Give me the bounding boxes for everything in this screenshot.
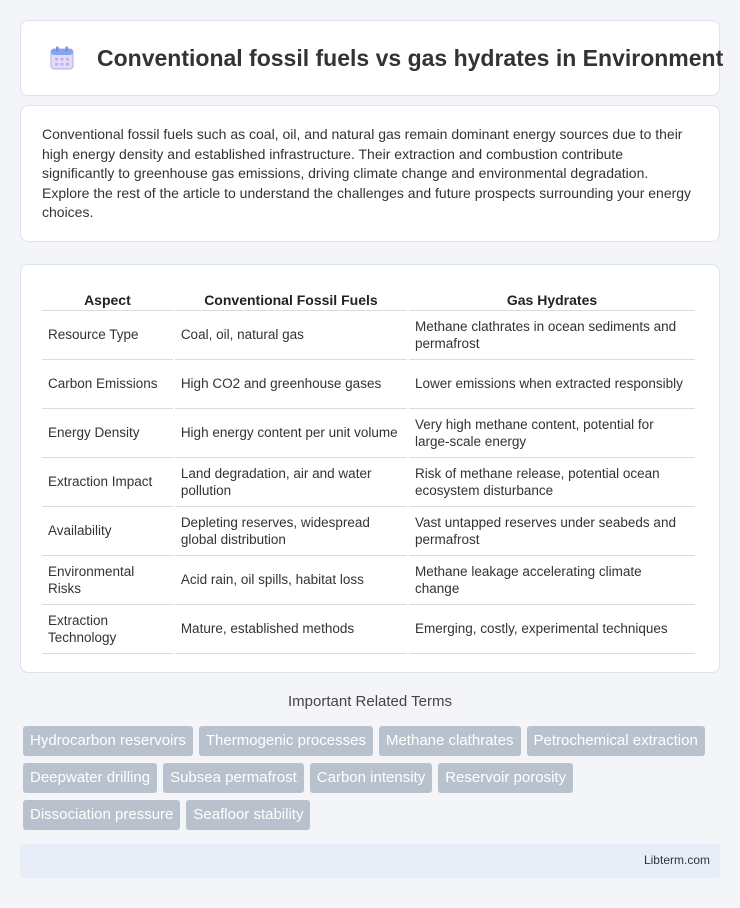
- table-row: [42, 556, 695, 605]
- table-row: [42, 360, 695, 409]
- row-aspect: Environmental Risks: [42, 556, 173, 605]
- column-header-hydrates: Gas Hydrates: [409, 285, 695, 311]
- row-hydrates: Risk of methane release, potential ocean ecosystem disturbance: [409, 458, 695, 507]
- related-term-tag[interactable]: Hydrocarbon reservoirs: [23, 726, 193, 756]
- row-conventional: Mature, established methods: [175, 605, 407, 654]
- related-term-tag[interactable]: Subsea permafrost: [163, 763, 304, 793]
- comparison-table: [40, 285, 697, 654]
- table-row: [42, 458, 695, 507]
- related-terms-title: Important Related Terms: [288, 693, 452, 710]
- row-hydrates: Lower emissions when extracted responsibly: [409, 360, 695, 409]
- table-header-row: [42, 285, 695, 311]
- intro-card: [20, 105, 720, 242]
- row-aspect: Extraction Impact: [42, 458, 173, 507]
- row-hydrates: Methane leakage accelerating climate change: [409, 556, 695, 605]
- row-conventional: High energy content per unit volume: [175, 409, 407, 458]
- comparison-table-card: [20, 264, 720, 673]
- related-term-tag[interactable]: Dissociation pressure: [23, 800, 180, 830]
- row-hydrates: Vast untapped reserves under seabeds and permafrost: [409, 507, 695, 556]
- calendar-icon: [49, 45, 75, 71]
- row-aspect: Carbon Emissions: [42, 360, 173, 409]
- row-conventional: Acid rain, oil spills, habitat loss: [175, 556, 407, 605]
- related-term-tag[interactable]: Reservoir porosity: [438, 763, 573, 793]
- page-title: Conventional fossil fuels vs gas hydrates in Environment: [97, 44, 724, 71]
- related-term-tag[interactable]: Methane clathrates: [379, 726, 521, 756]
- row-aspect: Extraction Technology: [42, 605, 173, 654]
- row-aspect: Resource Type: [42, 311, 173, 360]
- related-term-tag[interactable]: Deepwater drilling: [23, 763, 157, 793]
- related-terms-list: [23, 726, 723, 830]
- column-header-aspect: Aspect: [42, 285, 173, 311]
- table-row: [42, 507, 695, 556]
- row-hydrates: Very high methane content, potential for large-scale energy: [409, 409, 695, 458]
- related-term-tag[interactable]: Carbon intensity: [310, 763, 432, 793]
- column-header-conventional: Conventional Fossil Fuels: [175, 285, 407, 311]
- table-row: [42, 605, 695, 654]
- related-term-tag[interactable]: Thermogenic processes: [199, 726, 373, 756]
- row-hydrates: Emerging, costly, experimental techniques: [409, 605, 695, 654]
- related-term-tag[interactable]: Seafloor stability: [186, 800, 310, 830]
- header-card: [20, 20, 724, 96]
- row-aspect: Availability: [42, 507, 173, 556]
- table-row: [42, 311, 695, 360]
- row-conventional: Land degradation, air and water pollution: [175, 458, 407, 507]
- footer-brand-link[interactable]: Libterm.com: [643, 853, 710, 867]
- row-conventional: High CO2 and greenhouse gases: [175, 360, 407, 409]
- footer-bar: [20, 844, 720, 878]
- row-hydrates: Methane clathrates in ocean sediments and permafrost: [409, 311, 695, 360]
- intro-paragraph: Conventional fossil fuels such as coal, oil, and natural gas remain dominant energy sources due to their high energy density and established infrastructure. Their extraction and combustion contribute significantly to greenhouse gas emissions, driving climate change and environmental degradation. Explore the rest of the article to understand the challenges and future prospects surrounding your energy choices.: [42, 126, 692, 221]
- row-aspect: Energy Density: [42, 409, 173, 458]
- table-row: [42, 409, 695, 458]
- row-conventional: Coal, oil, natural gas: [175, 311, 407, 360]
- related-term-tag[interactable]: Petrochemical extraction: [527, 726, 705, 756]
- row-conventional: Depleting reserves, widespread global distribution: [175, 507, 407, 556]
